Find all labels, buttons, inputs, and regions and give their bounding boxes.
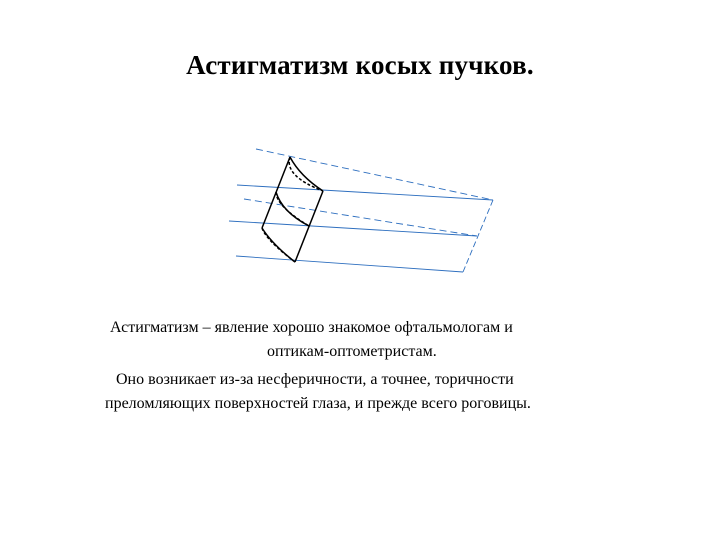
ray-5: [236, 256, 463, 272]
slide-title-text: Астигматизм косых пучков.: [186, 50, 534, 80]
lens-shape: [262, 157, 323, 262]
body-text: [90, 316, 650, 420]
text-line: Оно возникает из-за несферичности, а точнее, торичности: [116, 371, 514, 388]
text-line: оптикам-оптометристам.: [267, 343, 437, 360]
ray-1: [256, 149, 493, 200]
text-line: преломляющих поверхностей глаза, и прежде всего роговицы.: [105, 395, 531, 412]
text-line: Астигматизм – явление хорошо знакомое офтальмологам и: [110, 319, 513, 336]
ray-3: [244, 199, 477, 236]
paragraph-cause: [90, 368, 650, 416]
focal-line: [463, 200, 493, 272]
paragraph-definition: [90, 316, 650, 364]
